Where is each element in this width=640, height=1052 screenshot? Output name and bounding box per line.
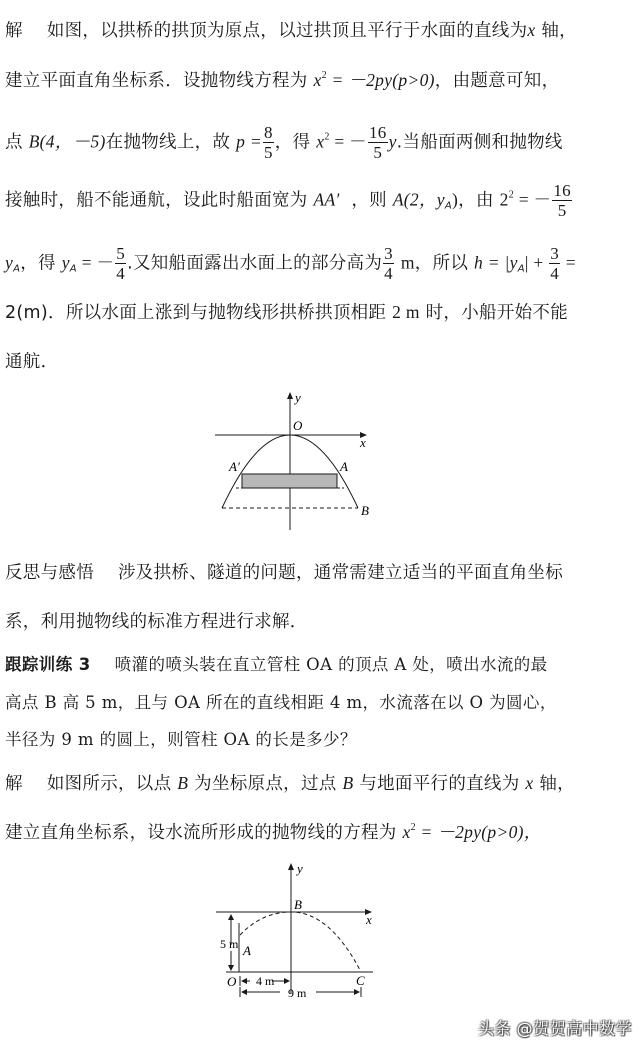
svg-text:x: x: [366, 912, 372, 927]
svg-text:9 m: 9 m: [288, 986, 307, 1000]
exercise3-line3: 半径为 9 m 的圆上，则管柱 OA 的长是多少？: [5, 730, 357, 749]
svg-text:A: A: [243, 943, 251, 958]
svg-text:A′: A′: [229, 459, 240, 474]
bridge-parabola-diagram: [200, 385, 400, 535]
reflection-line1: 反思与感悟 涉及拱桥、隧道的问题，通常需建立适当的平面直角坐标: [5, 563, 563, 583]
fraction-16-5: $\frac{16}{5}$: [368, 123, 387, 162]
svg-text:O: O: [227, 974, 237, 989]
solution1-line6: 2(m)．所以水面上涨到与抛物线形拱桥拱顶相距 2 m 时，小船开始不能: [5, 302, 569, 323]
svg-text:y: y: [295, 390, 301, 405]
solution1-line7: 通航．: [5, 352, 59, 372]
fraction-5-4: $\frac{5}{4}$: [116, 244, 126, 283]
solution1-line2: 建立平面直角坐标系．设抛物线方程为 $x^2 = -2py(p>0)$，由题意可知，: [5, 70, 560, 91]
watermark: 头条 @贺贺高中数学: [478, 1019, 633, 1038]
sprinkler-diagram: [200, 855, 400, 1000]
svg-text:O: O: [293, 418, 303, 433]
svg-text:x: x: [360, 435, 366, 450]
boat-rect: [242, 474, 337, 488]
svg-text:5 m: 5 m: [220, 937, 239, 951]
reflection-line2: 系，利用抛物线的标准方程进行求解．: [5, 612, 308, 632]
water-stream: [240, 912, 361, 972]
svg-text:y: y: [297, 861, 303, 876]
solution-label: 解: [5, 21, 23, 41]
solution-label: 解: [5, 774, 23, 794]
solution1-line3: 点 B(4，－5)在抛物线上，故 p = $\frac{8}{5}$ ，得 $x^2$ = － $\frac{16}{5}$ y.当船面两侧和抛物线: [5, 123, 563, 162]
solution1-line4: 接触时，船不能通航，设此时船面宽为 AA′ ，则 A(2，$y_A$)，由 $2^2$ = － $\frac{16}{5}$: [5, 181, 571, 220]
svg-text:4 m: 4 m: [256, 974, 275, 988]
exercise3-line2: 高点 B 高 5 m，且与 OA 所在的直线相距 4 m，水流落在以 O 为圆心，: [5, 693, 557, 712]
fraction-3-4-b: $\frac{3}{4}$: [550, 244, 560, 283]
fraction-8-5: $\frac{8}{5}$: [263, 123, 273, 162]
svg-text:C: C: [356, 973, 365, 988]
solution2-line2: 建立直角坐标系，设水流所形成的抛物线的方程为 $x^2 = -2py(p>0)$，: [5, 822, 542, 843]
exercise3-line1: 跟踪训练 3 喷灌的喷头装在直立管柱 OA 的顶点 A 处，喷出水流的最: [5, 655, 548, 674]
solution1-line5: $y_A$，得 $y_A$ = － $\frac{5}{4}$ .又知船面露出水面上的部分高为 $\frac{3}{4}$ m，所以 $h = |y_A|$ + $\frac{3}{4}$ =: [5, 244, 576, 283]
fraction-16-5-b: $\frac{16}{5}$: [553, 181, 571, 220]
fraction-3-4: $\frac{3}{4}$: [384, 244, 393, 283]
svg-text:B: B: [361, 503, 369, 518]
svg-text:B: B: [294, 897, 302, 912]
exercise-title: 跟踪训练 3: [5, 655, 91, 674]
reflection-title: 反思与感悟: [5, 563, 94, 583]
solution1-line1: 解 如图，以拱桥的拱顶为原点，以过拱顶且平行于水面的直线为x 轴，: [5, 20, 577, 41]
solution2-line1: 解 如图所示，以点 B 为坐标原点，过点 B 与地面平行的直线为 x 轴，: [5, 773, 575, 794]
svg-text:A: A: [340, 459, 348, 474]
